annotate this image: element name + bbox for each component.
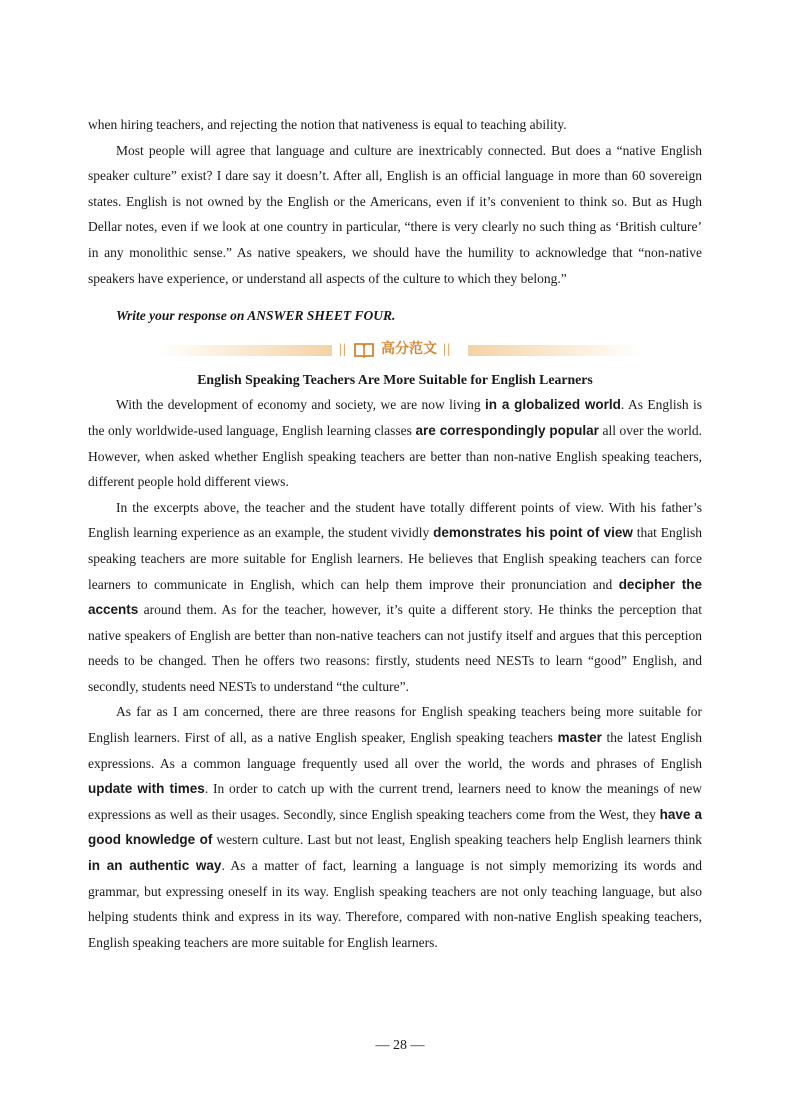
model-essay-banner	[88, 337, 702, 363]
essay-text: around them. As for the teacher, however, it’s quite a different story. He thinks the perception that native speakers of English are better than non-native teachers can not justify itself and argues that this perception needs to be changed. Then he offers two reasons: firstly, students need NESTs to learn “good” English, and secondly, students need NESTs to understand “the culture”.	[88, 602, 702, 694]
open-book-icon	[353, 341, 375, 359]
essay-text: With the development of economy and society, we are now living	[116, 397, 486, 413]
essay-text: In the excerpts above, the teacher and the student have totally different points of view. With his father’s English learning experience as an example, the student vividly	[88, 499, 702, 541]
essay-text: As far as I am concerned, there are three reasons for English speaking teachers being more suitable for English learners. First of all, as a native English speaker, English speaking teachers	[88, 704, 702, 746]
banner-decor-left	[158, 345, 332, 356]
key-phrase: in a globalized world	[485, 397, 621, 413]
key-phrase: decipher the accents	[88, 576, 702, 618]
banner-divider-left: ||	[338, 341, 347, 357]
key-phrase: are correspondingly popular	[415, 422, 599, 438]
banner-decor-right	[468, 345, 642, 356]
essay-paragraph-3	[88, 699, 702, 955]
banner-divider-right: ||	[443, 341, 452, 357]
essay-text: the latest English expressions. As a common language frequently used all over the world, the words and phrases of English	[88, 730, 703, 771]
passage-paragraph-2: Most people will agree that language and culture are inextricably connected. But does a “native English speaker culture” exist? I dare say it doesn’t. After all, English is an official language in more than 60 sovereign states. English is not owned by the English or the Americans, even if it’s convenient to think so. But as Hugh Dellar notes, even if we look at one country in particular, “there is very clearly no such thing as ‘British culture’ in any monolithic sense.” As native speakers, we should have the humility to acknowledge that “non-native speakers have experience, or understand all aspects of the culture to which they belong.”	[88, 142, 702, 286]
essay-title: English Speaking Teachers Are More Suitable for English Learners	[197, 371, 593, 387]
key-phrase: master	[557, 730, 602, 746]
page-content	[88, 112, 702, 955]
answer-sheet-instruction: Write your response on ANSWER SHEET FOUR.	[116, 308, 396, 324]
essay-paragraph-1	[88, 392, 702, 494]
essay-text: . As a matter of fact, learning a language is not simply memorizing its words and grammar, but expressing oneself in its way. English speaking teachers are not only teaching language, but also helping students think and express in its way. Therefore, compared with non-native English speaking teachers, English speaking teachers are more suitable for English learners.	[88, 858, 702, 950]
essay-text: that English speaking teachers are more suitable for English learners. He believes that English speaking teachers can force learners to communicate in English, which can help them improve their pronunciation and	[88, 525, 702, 592]
key-phrase: in an authentic way	[88, 858, 222, 874]
passage-paragraph-1: when hiring teachers, and rejecting the notion that nativeness is equal to teaching ability.	[88, 117, 567, 132]
page-number: — 28 —	[375, 1038, 425, 1053]
key-phrase: demonstrates his point of view	[433, 525, 633, 541]
essay-paragraph-2	[88, 495, 702, 700]
key-phrase: have a good knowledge of	[88, 806, 702, 848]
essay-text: western culture. Last but not least, English speaking teachers help English learners think	[212, 832, 702, 848]
banner-label: 高分范文	[381, 340, 437, 357]
essay-text: . In order to catch up with the current trend, learners need to know the meanings of new expressions as well as their usages. Secondly, since English speaking teachers come from the West, they	[88, 781, 702, 822]
essay-text: . As English is the only worldwide-used language, English learning classes	[88, 397, 703, 438]
banner-center	[333, 337, 457, 363]
key-phrase: update with times	[88, 781, 205, 797]
essay-text: all over the world. However, when asked whether English speaking teachers are better than non-native English speaking teachers, different people hold different views.	[88, 422, 702, 490]
